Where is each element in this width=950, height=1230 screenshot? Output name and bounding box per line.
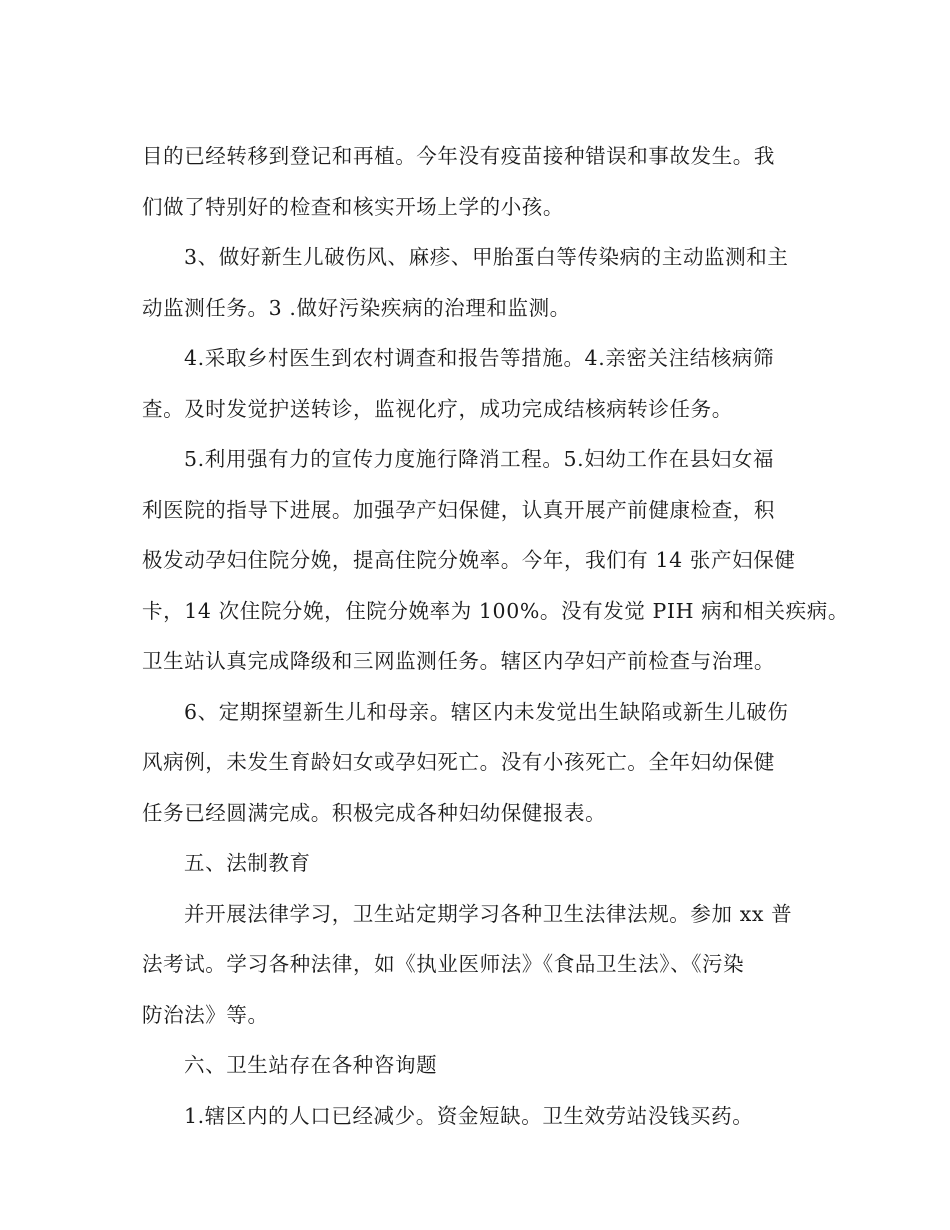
text-line: 法考试。学习各种法律，如《执业医师法》《食品卫生法》、《污染: [142, 952, 745, 976]
text-line: 3、做好新生儿破伤风、麻疹、甲胎蛋白等传染病的主动监测和主: [184, 245, 789, 269]
text-line: 动监测任务。3 .做好污染疾病的治理和监测。: [142, 296, 571, 320]
text-line: 5.利用强有力的宣传力度施行降消工程。5.妇幼工作在县妇女福: [184, 447, 775, 471]
text-line: 1.辖区内的人口已经减少。资金短缺。卫生效劳站没钱买药。: [184, 1104, 754, 1128]
text-line: 防治法》等。: [142, 1003, 269, 1027]
text-line: 们做了特别好的检查和核实开场上学的小孩。: [142, 195, 564, 219]
text-line: 查。及时发觉护送转诊，监视化疗，成功完成结核病转诊任务。: [142, 397, 733, 421]
section-heading: 六、卫生站存在各种咨询题: [184, 1053, 438, 1077]
text-line: 利医院的指导下进展。加强孕产妇保健，认真开展产前健康检查，积: [142, 498, 775, 522]
text-line: 4.采取乡村医生到农村调查和报告等措施。4.亲密关注结核病筛: [184, 346, 775, 370]
text-line: 风病例，未发生育龄妇女或孕妇死亡。没有小孩死亡。全年妇幼保健: [142, 750, 775, 774]
text-line: 目的已经转移到登记和再植。今年没有疫苗接种错误和事故发生。我: [142, 144, 775, 168]
text-line: 卫生站认真完成降级和三网监测任务。辖区内孕妇产前检查与治理。: [142, 649, 775, 673]
text-line: 卡，14 次住院分娩，住院分娩率为 100%。没有发觉 PIH 病和相关疾病。: [142, 599, 849, 623]
text-line: 极发动孕妇住院分娩，提高住院分娩率。今年，我们有 14 张产妇保健: [142, 548, 796, 572]
text-line: 6、定期探望新生儿和母亲。辖区内未发觉出生缺陷或新生儿破伤: [184, 700, 789, 724]
text-line: 任务已经圆满完成。积极完成各种妇幼保健报表。: [142, 801, 607, 825]
text-line: 并开展法律学习，卫生站定期学习各种卫生法律法规。参加 xx 普: [184, 902, 793, 926]
section-heading: 五、法制教育: [184, 851, 311, 875]
